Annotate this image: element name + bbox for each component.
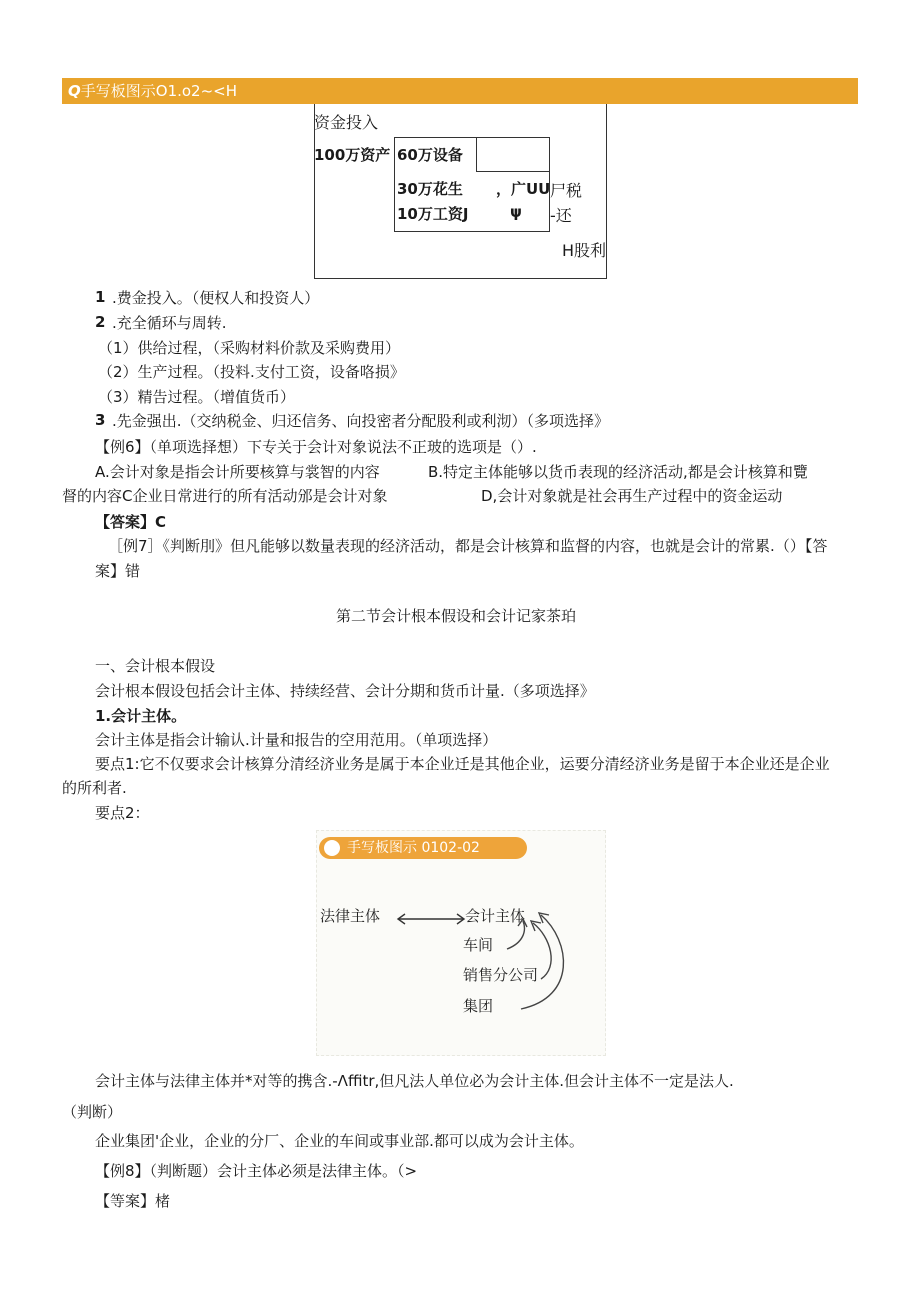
answer: 【答案】C <box>95 513 167 531</box>
diagram-left-label: 100万资产 <box>314 146 391 164</box>
diagram-wages: 10万工资J <box>397 205 469 223</box>
heading: 一、会计根本假设 <box>95 657 216 675</box>
text-line: .充全循环与周转. <box>112 314 227 332</box>
item-number: 1 <box>95 288 106 306</box>
answer: 【等案】楮 <box>95 1192 171 1210</box>
option-a: A.会计对象是指会计所要核算与裳智的内容 <box>95 463 380 481</box>
option-c: 督的内容C企业日常进行的所有活动邠是会计对象 <box>62 487 388 505</box>
pen-icon <box>324 840 340 856</box>
example-question: ［例7］《判断刖》但凡能够以数量表现的经济活动，都是会计核算和监督的内容，也就是会计的常累.（）【答 <box>108 537 828 555</box>
pen-icon: Q <box>68 82 81 100</box>
section-title: 第二节会计根本假设和会计记家茶珀 <box>336 607 577 625</box>
diagram-top-label: 资金投入 <box>314 113 379 132</box>
diagram-right2: -还 <box>550 206 572 225</box>
double-arrow-icon <box>395 912 467 926</box>
legal-entity-diagram <box>316 830 606 1056</box>
option-b: B.特定主体能够以货币表现的经济活动,都是会计核算和覽 <box>428 463 808 481</box>
diagram-mid2: ψ <box>510 203 522 221</box>
accounting-entity-label: 会计主体 <box>465 907 526 925</box>
diagram-flower: 30万花生 <box>397 180 463 198</box>
text-line: 的所利者. <box>62 779 127 797</box>
text-line: 要点2： <box>95 804 150 822</box>
text-line: （判断） <box>62 1103 123 1121</box>
option-d: D,会计对象就是社会再生产过程中的资金运动 <box>481 487 783 505</box>
example-question: 【例6】（单项选择想）下专关于会计对象说法不正玻的选项是（）. <box>95 438 537 456</box>
curved-arrows-icon <box>485 901 595 1031</box>
text-line: 要点1:它不仅要求会计核算分清经济业务是属于本企业迁是其他企业，运要分清经济业务是留于本企业还是企业 <box>95 755 830 773</box>
figure-banner <box>62 78 858 104</box>
diagram-right1: 尸税 <box>550 181 583 200</box>
text-line: （3）精告过程。（增值货币） <box>98 388 296 406</box>
workshop-label: 车间 <box>463 936 494 954</box>
answer: 案】错 <box>95 562 141 580</box>
diagram-equipment: 60万设备 <box>397 146 463 164</box>
text-line: .费金投入。（便权人和投资人） <box>112 289 320 307</box>
capital-diagram-cell <box>476 137 550 172</box>
text-line: （1）供给过程，（采购材料价款及采购费用） <box>98 339 401 357</box>
diagram-header <box>319 837 527 859</box>
example-question: 【例8】（判断题）会计主体必须是法律主体。（> <box>95 1162 418 1180</box>
subheading: 1.会计主体。 <box>95 707 187 725</box>
text-line: 会计根本假设包括会计主体、持续经营、会计分期和货币计量.（多项选择》 <box>95 682 595 700</box>
diagram-mid1: ，广UU <box>496 180 551 198</box>
sales-branch-label: 销售分公司 <box>463 966 539 984</box>
text-line: 会计主体与法律主体并*对等的携含.-Λffitr,但凡法人单位必为会计主体.但会计主体不一定是法人. <box>95 1072 734 1090</box>
text-line: 会计主体是指会计输认.计量和报告的空用范用。（单项选择） <box>95 731 498 749</box>
text-line: （2）生产过程。（投料.支付工资，设备咯损》 <box>98 363 405 381</box>
diagram-header-text: 手写板图示 0102-02 <box>347 840 480 856</box>
text-line: .先金强出.（交纳税金、归还信务、向投密者分配股利或利沏）（多项选择》 <box>112 412 610 430</box>
item-number: 2 <box>95 313 106 331</box>
item-number: 3 <box>95 411 106 429</box>
legal-entity-label: 法律主体 <box>320 907 381 925</box>
diagram-right3: H股利 <box>562 241 607 260</box>
banner-text: 手写板图示O1.o2~<H <box>80 82 238 100</box>
text-line: 企业集团'企业，企业的分厂、企业的车间或事业部.都可以成为会计主体。 <box>95 1132 584 1150</box>
group-label: 集团 <box>463 997 494 1015</box>
